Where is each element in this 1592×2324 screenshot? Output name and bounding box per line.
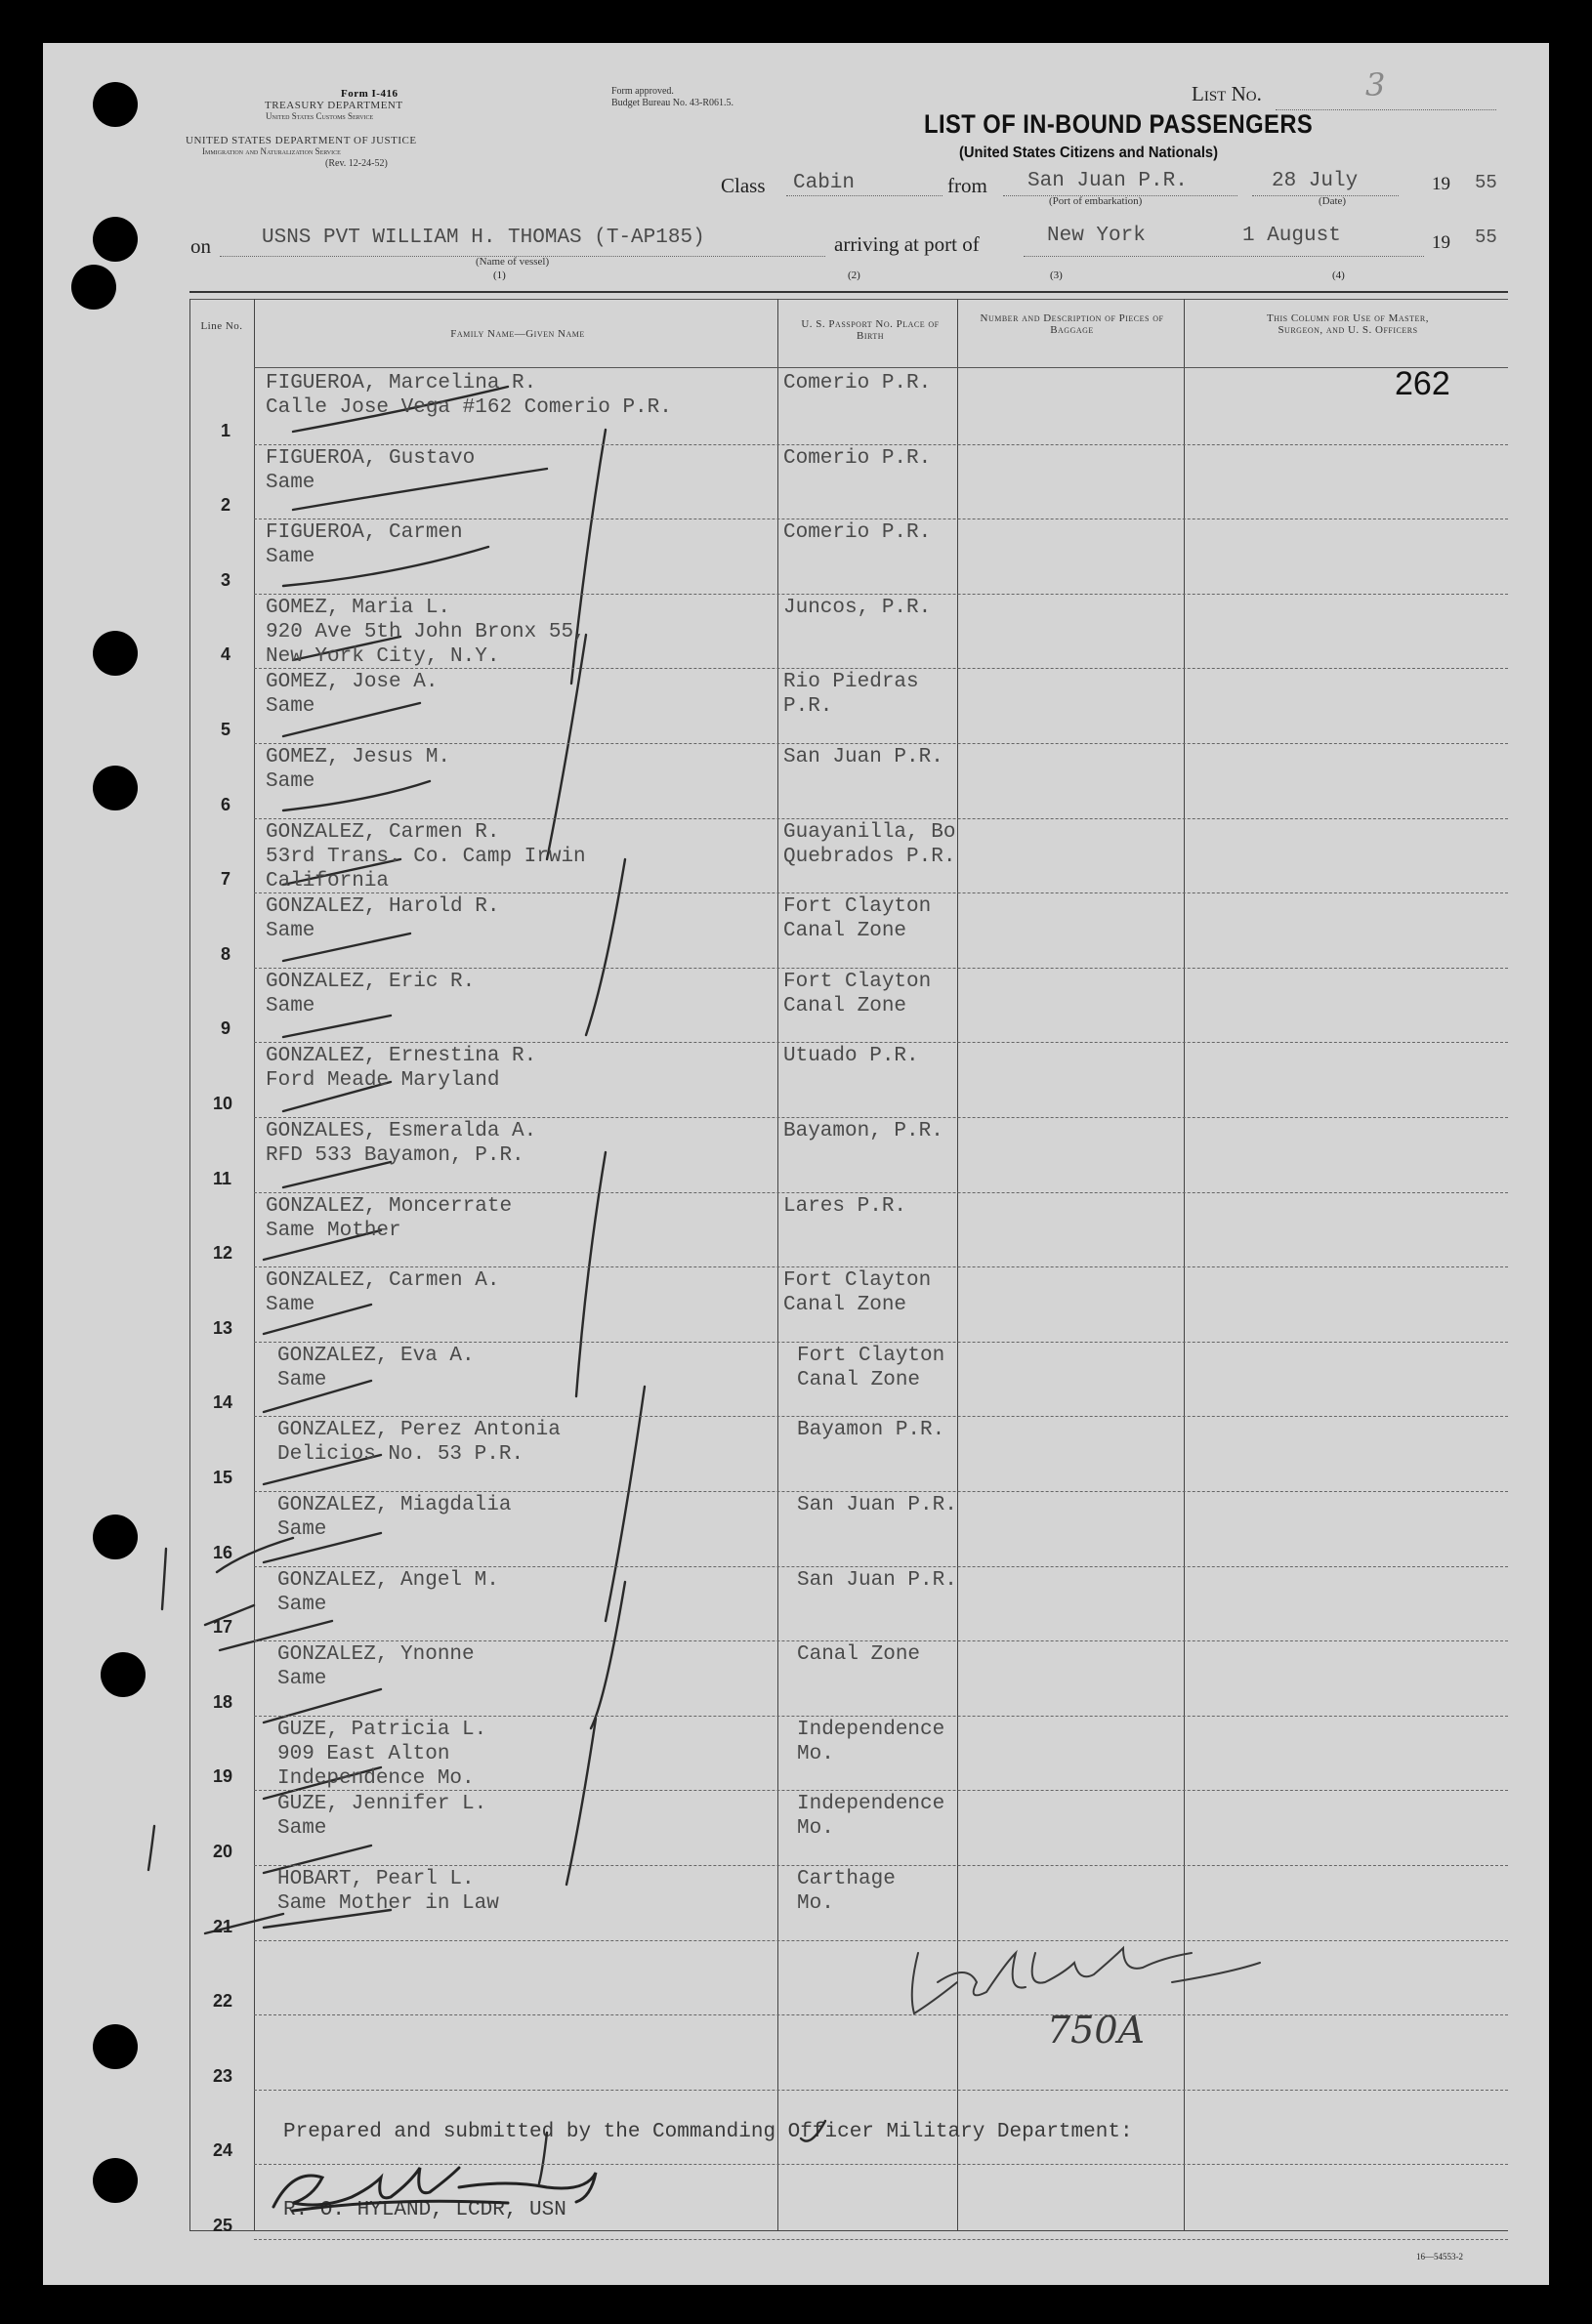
passenger-address: Same Mother in Law bbox=[277, 1892, 499, 1915]
from-label: from bbox=[947, 174, 987, 197]
place-of-birth: Fort Clayton bbox=[783, 1269, 932, 1292]
line-number: 3 bbox=[221, 570, 231, 590]
passenger-address: New York City, N.Y. bbox=[266, 645, 500, 668]
table-row-rule bbox=[254, 1192, 1508, 1193]
line-number: 17 bbox=[213, 1617, 233, 1637]
table-row-rule bbox=[254, 2090, 1508, 2091]
passenger-name: GONZALEZ, Harold R. bbox=[266, 895, 500, 918]
place-of-birth: Canal Zone bbox=[783, 920, 907, 942]
place-of-birth: Carthage bbox=[797, 1868, 896, 1890]
passenger-address: Same bbox=[266, 995, 315, 1017]
vessel-name: USNS PVT WILLIAM H. THOMAS (T-AP185) bbox=[262, 227, 705, 249]
passenger-name: GONZALEZ, Perez Antonia bbox=[277, 1419, 561, 1441]
check-mark bbox=[586, 859, 625, 1035]
passenger-address: Calle Jose Vega #162 Comerio P.R. bbox=[266, 396, 672, 419]
form-approved: Form approved. bbox=[611, 86, 674, 97]
caption-2: (2) bbox=[848, 270, 860, 281]
passenger-address: Same bbox=[266, 695, 315, 718]
revision-date: (Rev. 12-24-52) bbox=[325, 158, 388, 169]
class-value: Cabin bbox=[793, 172, 856, 194]
place-of-birth: Utuado P.R. bbox=[783, 1045, 919, 1067]
handwritten-signature-officer bbox=[912, 1948, 1260, 2013]
table-row-rule bbox=[254, 1416, 1508, 1417]
embark-port: San Juan P.R. bbox=[1027, 170, 1188, 192]
table-row-rule bbox=[254, 2164, 1508, 2165]
place-of-birth: Lares P.R. bbox=[783, 1195, 907, 1218]
line-number: 20 bbox=[213, 1842, 233, 1861]
year-value-2: 55 bbox=[1475, 227, 1497, 248]
table-row-rule bbox=[254, 444, 1508, 445]
col-header-name: Family Name—Given Name bbox=[450, 328, 585, 340]
place-of-birth: Juncos, P.R. bbox=[783, 597, 932, 619]
place-of-birth: Bayamon P.R. bbox=[797, 1419, 945, 1441]
place-of-birth: Bayamon, P.R. bbox=[783, 1120, 943, 1142]
table-row-rule bbox=[254, 1566, 1508, 1567]
line-number: 2 bbox=[221, 495, 231, 515]
check-mark bbox=[566, 1719, 596, 1885]
table-row-rule bbox=[254, 743, 1508, 744]
passenger-address: Same bbox=[277, 1369, 327, 1391]
treasury-dept: TREASURY DEPARTMENT bbox=[265, 100, 403, 111]
place-of-birth: Fort Clayton bbox=[797, 1345, 945, 1367]
line-number: 10 bbox=[213, 1094, 233, 1113]
passenger-address: 920 Ave 5th John Bronx 55, bbox=[266, 621, 586, 643]
arrival-port: New York bbox=[1047, 225, 1146, 247]
place-of-birth: Mo. bbox=[797, 1743, 834, 1765]
passenger-name: GONZALEZ, Miagdalia bbox=[277, 1494, 512, 1516]
caption-3: (3) bbox=[1050, 270, 1063, 281]
line-number: 16 bbox=[213, 1543, 233, 1562]
stamp-note: 750A bbox=[1047, 2009, 1145, 2052]
line-number: 11 bbox=[213, 1169, 232, 1188]
table-row-rule bbox=[254, 594, 1508, 595]
col-header-passport: U. S. Passport No. Place of Birth bbox=[801, 318, 940, 342]
budget-bureau: Budget Bureau No. 43-R061.5. bbox=[611, 98, 733, 108]
class-label: Class bbox=[721, 174, 766, 197]
passenger-address: Same bbox=[266, 546, 315, 568]
place-of-birth: Comerio P.R. bbox=[783, 447, 932, 470]
passenger-name: FIGUEROA, Marcelina R. bbox=[266, 372, 537, 394]
place-of-birth: Comerio P.R. bbox=[783, 521, 932, 544]
place-of-birth: Mo. bbox=[797, 1817, 834, 1840]
line-number: 5 bbox=[221, 720, 231, 739]
line-number: 15 bbox=[213, 1468, 233, 1487]
passenger-name: GONZALEZ, Moncerrate bbox=[266, 1195, 513, 1218]
caption-4: (4) bbox=[1332, 270, 1345, 281]
form-code: 16—54553-2 bbox=[1416, 2252, 1463, 2262]
prepared-by-statement: Prepared and submitted by the Commanding Officer Military Department: bbox=[283, 2121, 1133, 2143]
line-number: 14 bbox=[213, 1392, 233, 1412]
passenger-address: Same bbox=[266, 472, 315, 494]
check-mark bbox=[576, 1152, 606, 1396]
line-number: 4 bbox=[221, 644, 231, 664]
embark-date: 28 July bbox=[1272, 170, 1359, 192]
embark-caption: (Port of embarkation) bbox=[1049, 195, 1143, 207]
passenger-name: GUZE, Jennifer L. bbox=[277, 1793, 487, 1815]
justice-dept: UNITED STATES DEPARTMENT OF JUSTICE bbox=[186, 135, 417, 146]
table-row-rule bbox=[254, 892, 1508, 893]
passenger-address: 53rd Trans. Co. Camp Irwin bbox=[266, 846, 586, 868]
col-header-line: Line No. bbox=[200, 320, 243, 332]
passenger-name: FIGUEROA, Gustavo bbox=[266, 447, 476, 470]
date-caption: (Date) bbox=[1319, 195, 1347, 207]
place-of-birth: Rio Piedras bbox=[783, 671, 919, 693]
line-number: 1 bbox=[221, 421, 231, 440]
table-row-rule bbox=[254, 1042, 1508, 1043]
passenger-address: Independence Mo. bbox=[277, 1767, 475, 1790]
passenger-address: Delicios No. 53 P.R. bbox=[277, 1443, 524, 1466]
place-of-birth: Mo. bbox=[797, 1892, 834, 1915]
col-header-baggage: Number and Description of Pieces of Baggage bbox=[980, 312, 1164, 336]
place-of-birth: Canal Zone bbox=[797, 1643, 921, 1666]
table-row-rule bbox=[254, 1716, 1508, 1717]
passenger-name: GOMEZ, Jesus M. bbox=[266, 746, 451, 768]
table-row-rule bbox=[254, 1865, 1508, 1866]
arrival-date: 1 August bbox=[1242, 225, 1341, 247]
line-number: 22 bbox=[213, 1991, 233, 2011]
passenger-address: 909 East Alton bbox=[277, 1743, 450, 1765]
passenger-name: GONZALES, Esmeralda A. bbox=[266, 1120, 537, 1142]
table-row-rule bbox=[254, 968, 1508, 969]
line-number: 23 bbox=[213, 2066, 233, 2086]
line-number: 8 bbox=[221, 944, 231, 964]
form-number: Form I-416 bbox=[341, 88, 398, 100]
place-of-birth: Comerio P.R. bbox=[783, 372, 932, 394]
table-row-rule bbox=[254, 1640, 1508, 1641]
passenger-name: GONZALEZ, Carmen R. bbox=[266, 821, 500, 844]
place-of-birth: Fort Clayton bbox=[783, 971, 932, 993]
ins-service: Immigration and Naturalization Service bbox=[202, 146, 341, 156]
line-number: 13 bbox=[213, 1318, 233, 1338]
passenger-address: Ford Meade Maryland bbox=[266, 1069, 500, 1092]
passenger-name: GOMEZ, Maria L. bbox=[266, 597, 451, 619]
year-prefix-2: 19 bbox=[1432, 232, 1450, 253]
table-row-rule bbox=[254, 1342, 1508, 1343]
passenger-address: Same bbox=[266, 770, 315, 793]
place-of-birth: San Juan P.R. bbox=[783, 746, 943, 768]
line-number: 21 bbox=[213, 1917, 233, 1936]
passenger-address: Same bbox=[277, 1518, 327, 1541]
passenger-address: RFD 533 Bayamon, P.R. bbox=[266, 1144, 524, 1167]
place-of-birth: Fort Clayton bbox=[783, 895, 932, 918]
customs-service: United States Customs Service bbox=[266, 111, 374, 121]
list-no-label: List No. bbox=[1192, 82, 1262, 105]
passenger-address: Same bbox=[277, 1817, 327, 1840]
line-number: 9 bbox=[221, 1018, 231, 1038]
passenger-name: GOMEZ, Jose A. bbox=[266, 671, 439, 693]
passenger-address: Same bbox=[266, 1294, 315, 1316]
place-of-birth: Independence bbox=[797, 1793, 945, 1815]
passenger-name: GONZALEZ, Angel M. bbox=[277, 1569, 499, 1592]
place-of-birth: Independence bbox=[797, 1719, 945, 1741]
vessel-caption: (Name of vessel) bbox=[476, 256, 550, 268]
line-number: 25 bbox=[213, 2216, 233, 2235]
passenger-address: Same bbox=[277, 1668, 327, 1690]
table-row-rule bbox=[254, 1266, 1508, 1267]
passenger-name: HOBART, Pearl L. bbox=[277, 1868, 475, 1890]
passenger-address: California bbox=[266, 870, 390, 892]
place-of-birth: P.R. bbox=[783, 695, 833, 718]
line-number: 24 bbox=[213, 2140, 233, 2160]
passenger-name: GONZALEZ, Eva A. bbox=[277, 1345, 475, 1367]
line-number: 18 bbox=[213, 1692, 233, 1712]
passenger-name: GONZALEZ, Carmen A. bbox=[266, 1269, 500, 1292]
passenger-name: FIGUEROA, Carmen bbox=[266, 521, 463, 544]
signer-name: R. O. HYLAND, LCDR, USN bbox=[283, 2199, 566, 2221]
officer-mark: 262 bbox=[1395, 365, 1450, 402]
caption-1: (1) bbox=[493, 270, 506, 281]
on-label: on bbox=[190, 234, 211, 258]
table-row-rule bbox=[254, 1117, 1508, 1118]
passenger-name: GUZE, Patricia L. bbox=[277, 1719, 487, 1741]
col-header-officers: This Column for Use of Master, Surgeon, and U. S. Officers bbox=[1267, 312, 1429, 336]
passenger-address: Same bbox=[266, 920, 315, 942]
table-row-rule bbox=[254, 818, 1508, 819]
passenger-address: Same Mother bbox=[266, 1220, 401, 1242]
table-row-rule bbox=[254, 2239, 1508, 2240]
place-of-birth: San Juan P.R. bbox=[797, 1494, 957, 1516]
line-number: 6 bbox=[221, 795, 231, 814]
line-number: 12 bbox=[213, 1243, 233, 1263]
list-no-value: 3 bbox=[1365, 66, 1386, 104]
passenger-address: Same bbox=[277, 1594, 327, 1616]
place-of-birth: Quebrados P.R. bbox=[783, 846, 956, 868]
passenger-name: GONZALEZ, Ynonne bbox=[277, 1643, 475, 1666]
place-of-birth: San Juan P.R. bbox=[797, 1569, 957, 1592]
table-row-rule bbox=[254, 1491, 1508, 1492]
page-title: LIST OF IN-BOUND PASSENGERS bbox=[924, 109, 1314, 139]
page-subtitle: (United States Citizens and Nationals) bbox=[959, 145, 1219, 161]
place-of-birth: Guayanilla, Bo bbox=[783, 821, 956, 844]
place-of-birth: Canal Zone bbox=[797, 1369, 921, 1391]
year-value: 55 bbox=[1475, 172, 1497, 193]
handwritten-signature-submitter bbox=[273, 2168, 596, 2211]
line-number: 19 bbox=[213, 1766, 233, 1786]
passenger-name: GONZALEZ, Ernestina R. bbox=[266, 1045, 537, 1067]
table-row-rule bbox=[254, 2014, 1508, 2015]
place-of-birth: Canal Zone bbox=[783, 1294, 907, 1316]
arriving-label: arriving at port of bbox=[834, 232, 980, 256]
table-row-rule bbox=[254, 1940, 1508, 1941]
line-number: 7 bbox=[221, 869, 231, 889]
passenger-name: GONZALEZ, Eric R. bbox=[266, 971, 476, 993]
year-prefix: 19 bbox=[1432, 174, 1450, 194]
check-mark bbox=[571, 430, 606, 684]
place-of-birth: Canal Zone bbox=[783, 995, 907, 1017]
